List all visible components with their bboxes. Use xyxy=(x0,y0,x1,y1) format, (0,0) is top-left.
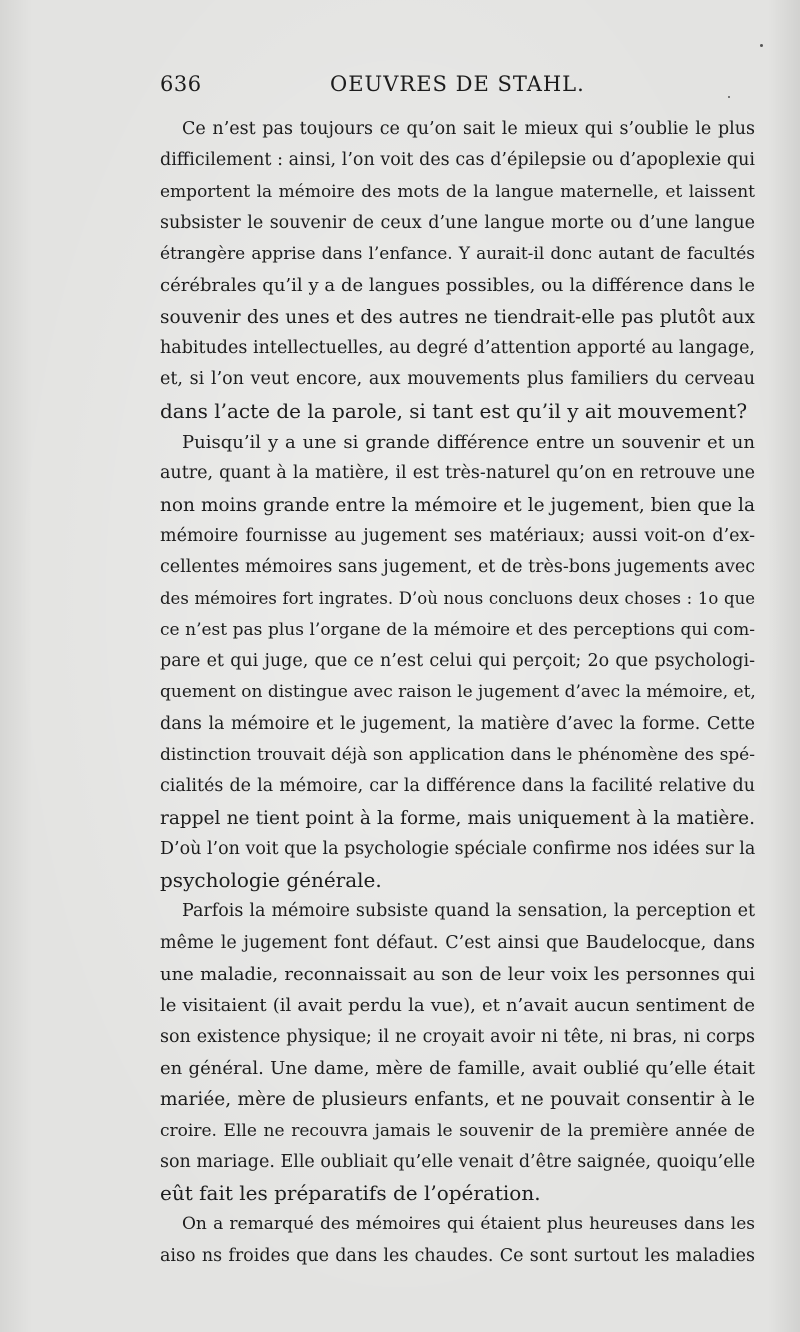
body-text xyxy=(160,114,755,1272)
text-line: rappel ne tient point à la forme, mais uniquement à la matière. xyxy=(160,807,755,829)
text-line: une maladie, reconnaissait au son de leur voix les personnes qui xyxy=(160,964,755,986)
text-line: ce n’est pas plus l’organe de la mémoire et des perceptions qui com- xyxy=(160,619,755,640)
text-line: D’où l’on voit que la psychologie spéciale confirme nos idées sur la xyxy=(160,838,756,859)
text-line: difficilement : ainsi, l’on voit des cas d’épilepsie ou d’apoplexie qui xyxy=(160,150,755,171)
text-line: cérébrales qu’il y a de langues possibles, ou la différence dans le xyxy=(160,275,755,297)
paragraph-1 xyxy=(160,114,755,427)
text-line: dans la mémoire et le jugement, la matière d’avec la forme. Cette xyxy=(160,713,755,734)
text-line: psychologie générale. xyxy=(160,868,382,893)
text-line: pare et qui juge, que ce n’est celui qui perçoit; 2o que psychologi- xyxy=(160,651,755,672)
text-line: en général. Une dame, mère de famille, avait oublié qu’elle était xyxy=(160,1057,755,1079)
text-line: Parfois la mémoire subsiste quand la sensation, la perception et xyxy=(182,901,755,922)
paragraph-2 xyxy=(160,427,755,896)
page-header xyxy=(160,72,755,108)
page-number: 636 xyxy=(160,72,202,96)
text-line: cialités de la mémoire, car la différence dans la facilité relative du xyxy=(160,776,755,797)
ink-speck xyxy=(760,44,763,47)
text-line: son existence physique; il ne croyait avoir ni tête, ni bras, ni corps xyxy=(160,1026,755,1047)
text-line: habitudes intellectuelles, au degré d’attention apporté au langage, xyxy=(160,338,755,359)
text-line: cellentes mémoires sans jugement, et de très-bons jugements avec xyxy=(160,557,755,578)
text-line: Ce n’est pas toujours ce qu’on sait le mieux qui s’oublie le plus xyxy=(182,119,755,139)
text-line: On a remarqué des mémoires qui étaient plus heureuses dans les xyxy=(182,1214,755,1235)
text-line: Puisqu’il y a une si grande différence entre un souvenir et un xyxy=(182,431,755,453)
text-line: eût fait les préparatifs de l’opération. xyxy=(160,1181,541,1206)
running-title: OEUVRES DE STAHL. xyxy=(330,72,585,96)
text-line: emportent la mémoire des mots de la langue maternelle, et laissent xyxy=(160,181,755,202)
text-line: mémoire fournisse au jugement ses matériaux; aussi voit-on d’ex- xyxy=(160,525,755,546)
text-line: croire. Elle ne recouvra jamais le souvenir de la première année de xyxy=(160,1120,755,1141)
text-line: étrangère apprise dans l’enfance. Y aurait-il donc autant de facultés xyxy=(160,244,755,265)
text-line: subsister le souvenir de ceux d’une langue morte ou d’une langue xyxy=(160,212,755,233)
text-line: aiso ns froides que dans les chaudes. Ce sont surtout les maladies xyxy=(160,1245,755,1266)
text-line: des mémoires fort ingrates. D’où nous concluons deux choses : 1o que xyxy=(160,589,755,609)
text-line: souvenir des unes et des autres ne tiendrait-elle pas plutôt aux xyxy=(160,306,755,328)
text-line: distinction trouvait déjà son application dans le phénomène des spé- xyxy=(160,744,755,765)
text-line: quement on distingue avec raison le jugement d’avec la mémoire, et, xyxy=(160,682,756,703)
text-line: le visitaient (il avait perdu la vue), et n’avait aucun sentiment de xyxy=(160,995,755,1017)
paragraph-3 xyxy=(160,896,755,1209)
text-line: non moins grande entre la mémoire et le jugement, bien que la xyxy=(160,494,755,516)
text-line: mariée, mère de plusieurs enfants, et ne pouvait consentir à le xyxy=(160,1089,755,1111)
text-line: même le jugement font défaut. C’est ainsi que Baudelocque, dans xyxy=(160,932,755,953)
text-line: et, si l’on veut encore, aux mouvements plus familiers du cerveau xyxy=(160,369,755,390)
paragraph-4 xyxy=(160,1209,755,1272)
text-line: son mariage. Elle oubliait qu’elle venait d’être saignée, quoiqu’elle xyxy=(160,1151,756,1172)
text-line: autre, quant à la matière, il est très-naturel qu’on en retrouve une xyxy=(160,463,755,484)
text-line: dans l’acte de la parole, si tant est qu’il y ait mouvement? xyxy=(160,398,748,423)
